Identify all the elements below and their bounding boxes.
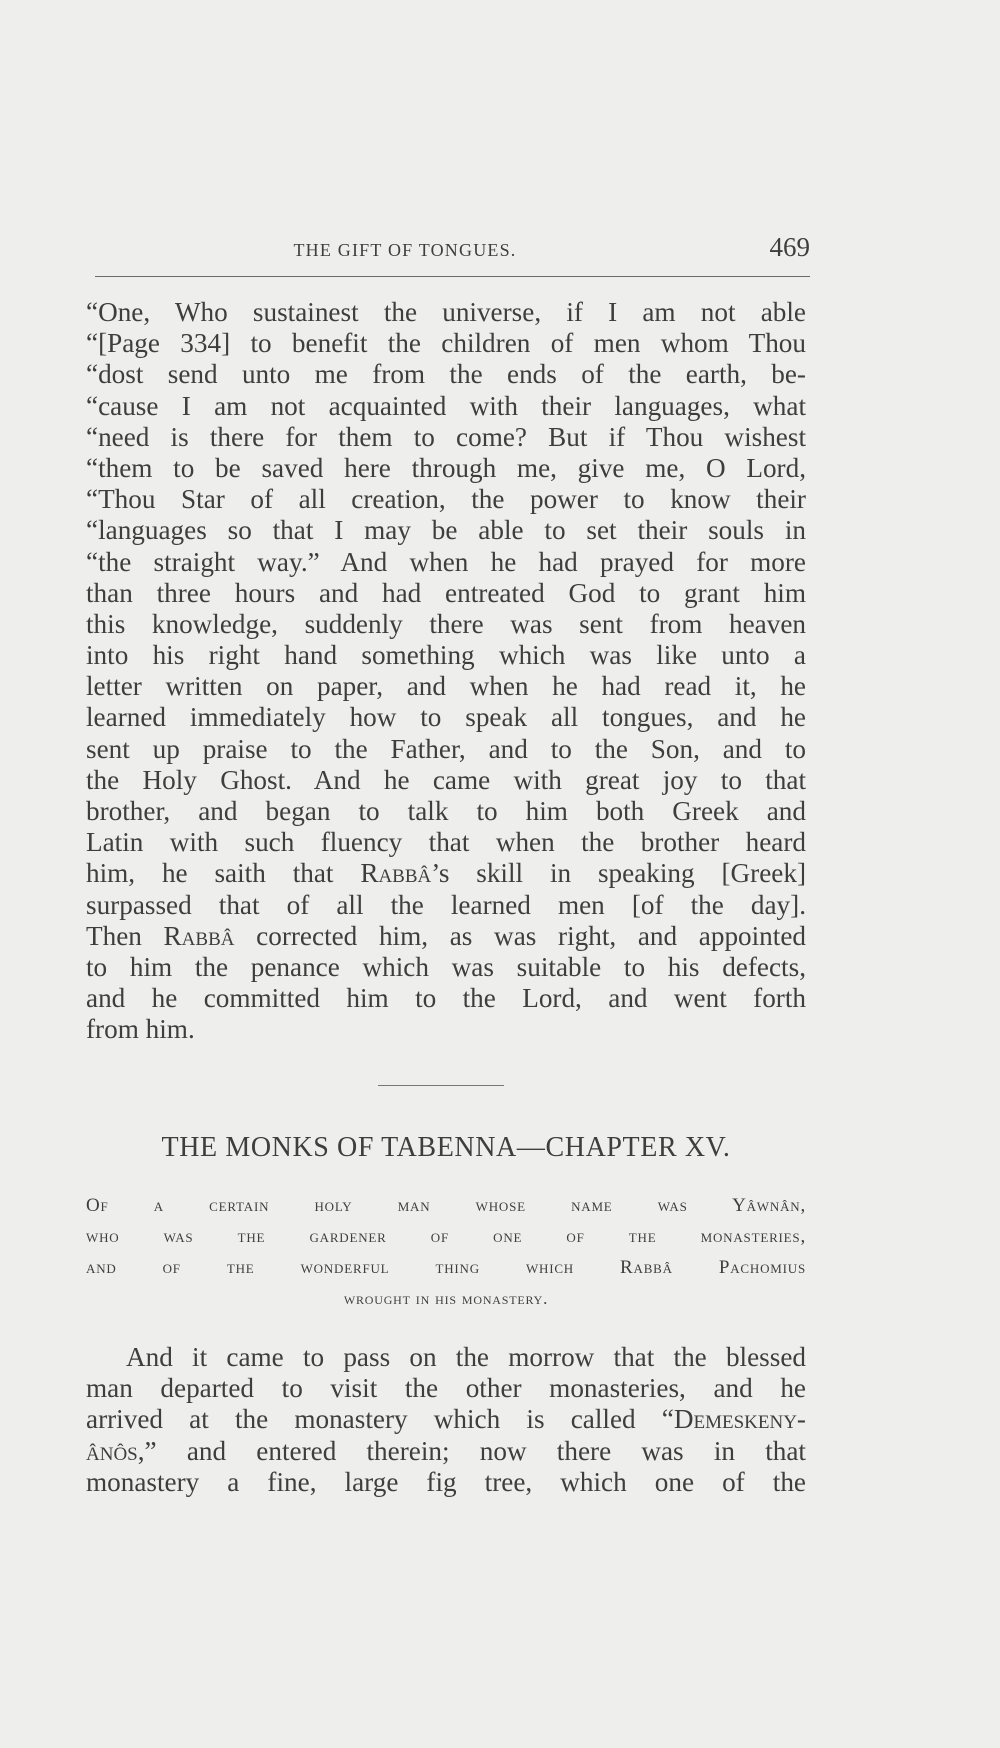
text-line: the Holy Ghost. And he came with great joy to that bbox=[86, 764, 806, 795]
running-title: THE GIFT OF TONGUES. bbox=[293, 240, 517, 260]
line-text: Then bbox=[86, 920, 164, 951]
text-line: “One, Who sustainest the universe, if I am not able bbox=[86, 297, 806, 327]
text-line: And it came to pass on the morrow that the blessed bbox=[126, 1342, 806, 1372]
text-line: and he committed him to the Lord, and went forth bbox=[86, 983, 806, 1014]
text-line: into his right hand something which was like unto a bbox=[86, 640, 806, 671]
text-line: from him. bbox=[86, 1014, 195, 1045]
text-line bbox=[86, 1436, 806, 1467]
page-number: 469 bbox=[769, 232, 810, 262]
text-line: man departed to visit the other monasteries, and he bbox=[86, 1373, 806, 1404]
text-line: than three hours and had entreated God to grant him bbox=[86, 577, 806, 608]
name-demeskenyanos: Demeskeny- bbox=[673, 1404, 806, 1435]
name-rabba: Rabbâ bbox=[163, 920, 235, 951]
subtitle-line: and of the wonderful thing which Rabbâ Pachomius bbox=[86, 1257, 806, 1278]
chapter-subtitle bbox=[86, 1190, 806, 1314]
line-text: ’s skill in speaking [Greek] bbox=[431, 858, 806, 889]
chapter-title: THE MONKS OF TABENNA—CHAPTER XV. bbox=[161, 1132, 731, 1163]
text-line: surpassed that of all the learned men [of the day]. bbox=[86, 889, 806, 920]
header-rule bbox=[95, 276, 810, 277]
running-head bbox=[95, 232, 810, 276]
text-line: “dost send unto me from the ends of the earth, be- bbox=[86, 359, 806, 390]
name-demeskenyanos: ânôs bbox=[86, 1435, 138, 1466]
name-rabba: Rabbâ bbox=[360, 858, 432, 889]
text-line: brother, and began to talk to him both Greek and bbox=[86, 796, 806, 826]
text-line bbox=[86, 858, 806, 889]
section-divider bbox=[378, 1085, 504, 1086]
text-line bbox=[86, 1404, 806, 1435]
line-text: corrected him, as was right, and appointed bbox=[234, 920, 806, 951]
line-text: him, he saith that bbox=[86, 858, 361, 889]
line-text: ,” and entered therein; now there was in that bbox=[137, 1435, 806, 1466]
subtitle-line: Of a certain holy man whose name was Yâwnân, bbox=[86, 1195, 806, 1216]
text-line: monastery a fine, large fig tree, which one of the bbox=[86, 1466, 806, 1497]
text-line: “[Page 334] to benefit the children of men whom Thou bbox=[86, 328, 806, 359]
text-line: learned immediately how to speak all tongues, and he bbox=[86, 702, 806, 733]
text-line: to him the penance which was suitable to his defects, bbox=[86, 951, 806, 982]
text-line: letter written on paper, and when he had read it, he bbox=[86, 671, 806, 702]
text-line: “Thou Star of all creation, the power to know their bbox=[86, 484, 806, 515]
subtitle-line: who was the gardener of one of the monasteries, bbox=[86, 1226, 806, 1247]
text-line: “them to be saved here through me, give me, O Lord, bbox=[86, 452, 806, 483]
text-line: “need is there for them to come? But if Thou wishest bbox=[86, 421, 806, 452]
text-line: sent up praise to the Father, and to the Son, and to bbox=[86, 733, 806, 764]
text-line: Latin with such fluency that when the brother heard bbox=[86, 827, 806, 858]
text-line: “the straight way.” And when he had prayed for more bbox=[86, 546, 806, 577]
text-line: “cause I am not acquainted with their languages, what bbox=[86, 390, 806, 421]
paragraph-1 bbox=[86, 297, 806, 1046]
subtitle-line: wrought in his monastery. bbox=[343, 1289, 549, 1308]
text-line: this knowledge, suddenly there was sent from heaven bbox=[86, 608, 806, 639]
paragraph-2 bbox=[86, 1342, 806, 1498]
text-line: “languages so that I may be able to set their souls in bbox=[86, 515, 806, 546]
text-line bbox=[86, 921, 806, 952]
line-text: arrived at the monastery which is called “ bbox=[86, 1404, 674, 1435]
